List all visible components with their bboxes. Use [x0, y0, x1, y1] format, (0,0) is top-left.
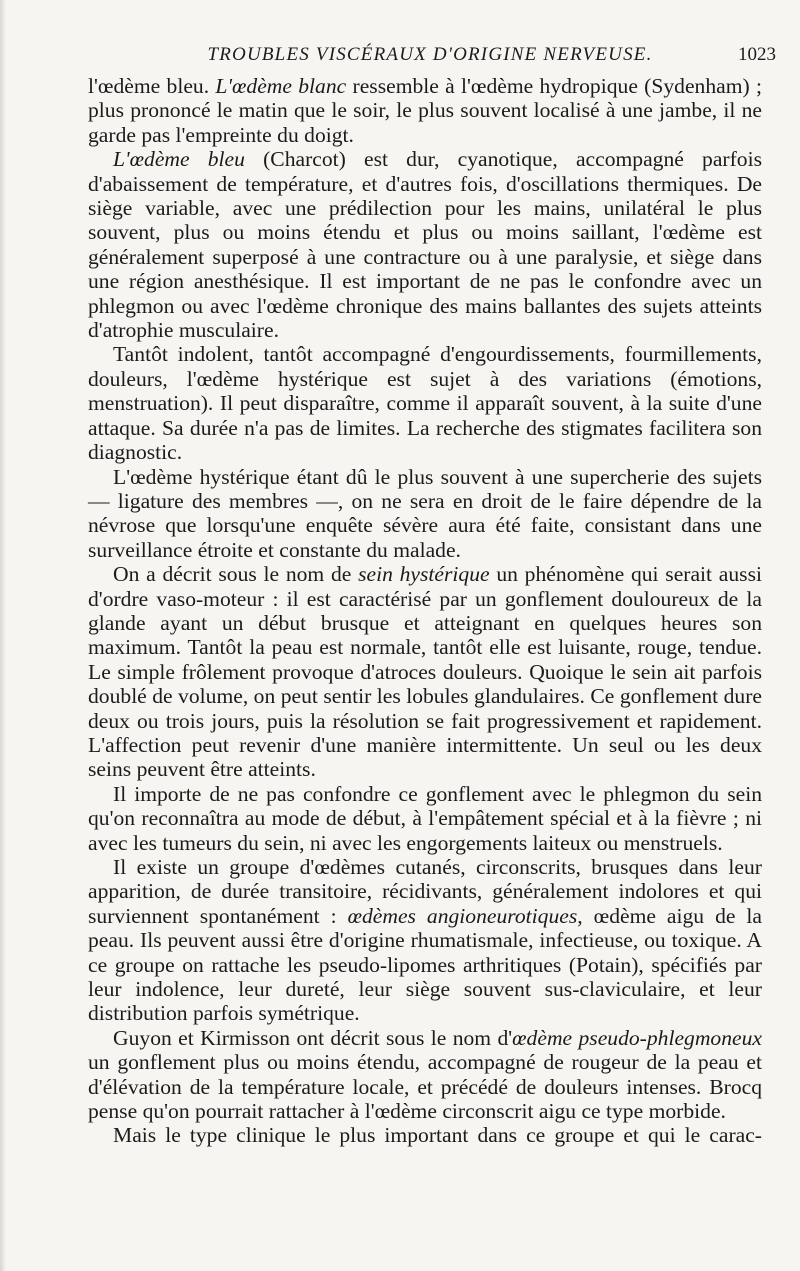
text-run: , œdème aigu de la peau. Ils peuvent aussi être d'origine rhumatismale, infectieuse, ou toxique. A ce groupe on rattache les pseudo-lipomes arthritiques (Potain), spécifiés par leur indolence, leur dureté, leur siège souvent sus-claviculaire, et leur distribution parfois symétrique. — [88, 903, 762, 1026]
text-run: L'œdème hystérique étant dû le plus souvent à une supercherie des sujets — ligature des membres —, on ne sera en droit de le faire dépendre de la névrose que lorsqu'une enquête sévère aura été faite, consistant dans une surveillance étroite et constante du malade. — [88, 464, 762, 562]
paragraph — [88, 465, 762, 563]
text-run: Il importe de ne pas confondre ce gonflement avec le phlegmon du sein qu'on reconnaîtra au mode de début, à l'empâtement spécial et à la fièvre ; ni avec les tumeurs du sein, ni avec les engorgements laiteux ou menstruels. — [88, 781, 762, 855]
paragraph — [88, 562, 762, 782]
italic-term: sein hystérique — [358, 562, 490, 587]
body-text — [88, 74, 762, 1148]
paragraph — [88, 74, 762, 147]
text-run: un gonflement plus ou moins étendu, accompagné de rougeur de la peau et d'élévation de la température locale, et précédé de douleurs intenses. Brocq pense qu'on pourrait rattacher à l'œdème circonscrit aigu ce type morbide. — [88, 1050, 762, 1124]
text-run: Il existe un groupe d'œdèmes cutanés, circonscrits, brusques dans leur apparition, de durée transitoire, récidivants, généralement indolores et qui surviennent spontanément : — [88, 855, 762, 928]
paragraph — [88, 1026, 762, 1124]
paragraph — [88, 1123, 762, 1147]
text-run: Guyon et Kirmisson ont décrit sous le nom d' — [113, 1025, 513, 1050]
italic-term: œdèmes angioneurotiques — [347, 903, 578, 928]
text-run: On a décrit sous le nom de — [113, 562, 359, 587]
paragraph — [88, 147, 762, 342]
italic-term: œdème pseudo-phlegmoneux — [512, 1025, 762, 1050]
italic-term: L'œdème bleu — [113, 147, 245, 172]
text-run: l'œdème bleu. — [88, 74, 216, 98]
page-number: 1023 — [738, 44, 776, 65]
text-run: Tantôt indolent, tantôt accompagné d'engourdissements, fourmillements, douleurs, l'œdème hystérique est sujet à des variations (émotions, menstruation). Il peut disparaître, comme il apparaît souvent, à la suite d'une attaque. Sa durée n'a pas de limites. La recherche des stigmates facilitera son diagnostic. — [88, 342, 762, 465]
text-run: Mais le type clinique le plus important dans ce groupe et qui le carac- — [113, 1123, 762, 1148]
italic-term: L'œdème blanc — [215, 74, 347, 98]
text-run: (Charcot) est dur, cyanotique, accompagné parfois d'abaissement de température, et d'autres fois, d'oscillations thermiques. De siège variable, avec une prédilection pour les mains, unilatéral le plus souvent, plus ou moins étendu et plus ou moins saillant, l'œdème est généralement superposé à une contracture ou à une paralysie, et siège dans une région anesthésique. Il est important de ne pas le confondre avec un phlegmon ou avec l'œdème chronique des mains ballantes des sujets atteints d'atrophie musculaire. — [88, 147, 762, 343]
text-run: ressemble à l'œdème hydropique (Sydenham) ; plus prononcé le matin que le soir, le plus souvent localisé à une jambe, il ne garde pas l'empreinte du doigt. — [88, 74, 763, 147]
paragraph — [88, 342, 762, 464]
running-title: TROUBLES VISCÉRAUX D'ORIGINE NERVEUSE. — [207, 44, 653, 65]
running-header — [90, 44, 776, 74]
text-run: un phénomène qui serait aussi d'ordre vaso-moteur : il est caractérisé par un gonflement douloureux de la glande ayant un début brusque et atteignant en quelques heures son maximum. Tantôt la peau est normale, tantôt elle est luisante, rouge, tendue. Le simple frôlement provoque d'atroces douleurs. Quoique le sein ait parfois doublé de volume, on peut sentir les lobules glandulaires. Ce gonflement dure deux ou trois jours, puis la résolution se fait progressivement et rapidement. L'affection peut revenir d'une manière intermittente. Un seul ou les deux seins peuvent être atteints. — [88, 562, 762, 782]
scan-edge-shadow — [0, 0, 6, 1271]
paragraph — [88, 855, 762, 1026]
paragraph — [88, 782, 762, 855]
